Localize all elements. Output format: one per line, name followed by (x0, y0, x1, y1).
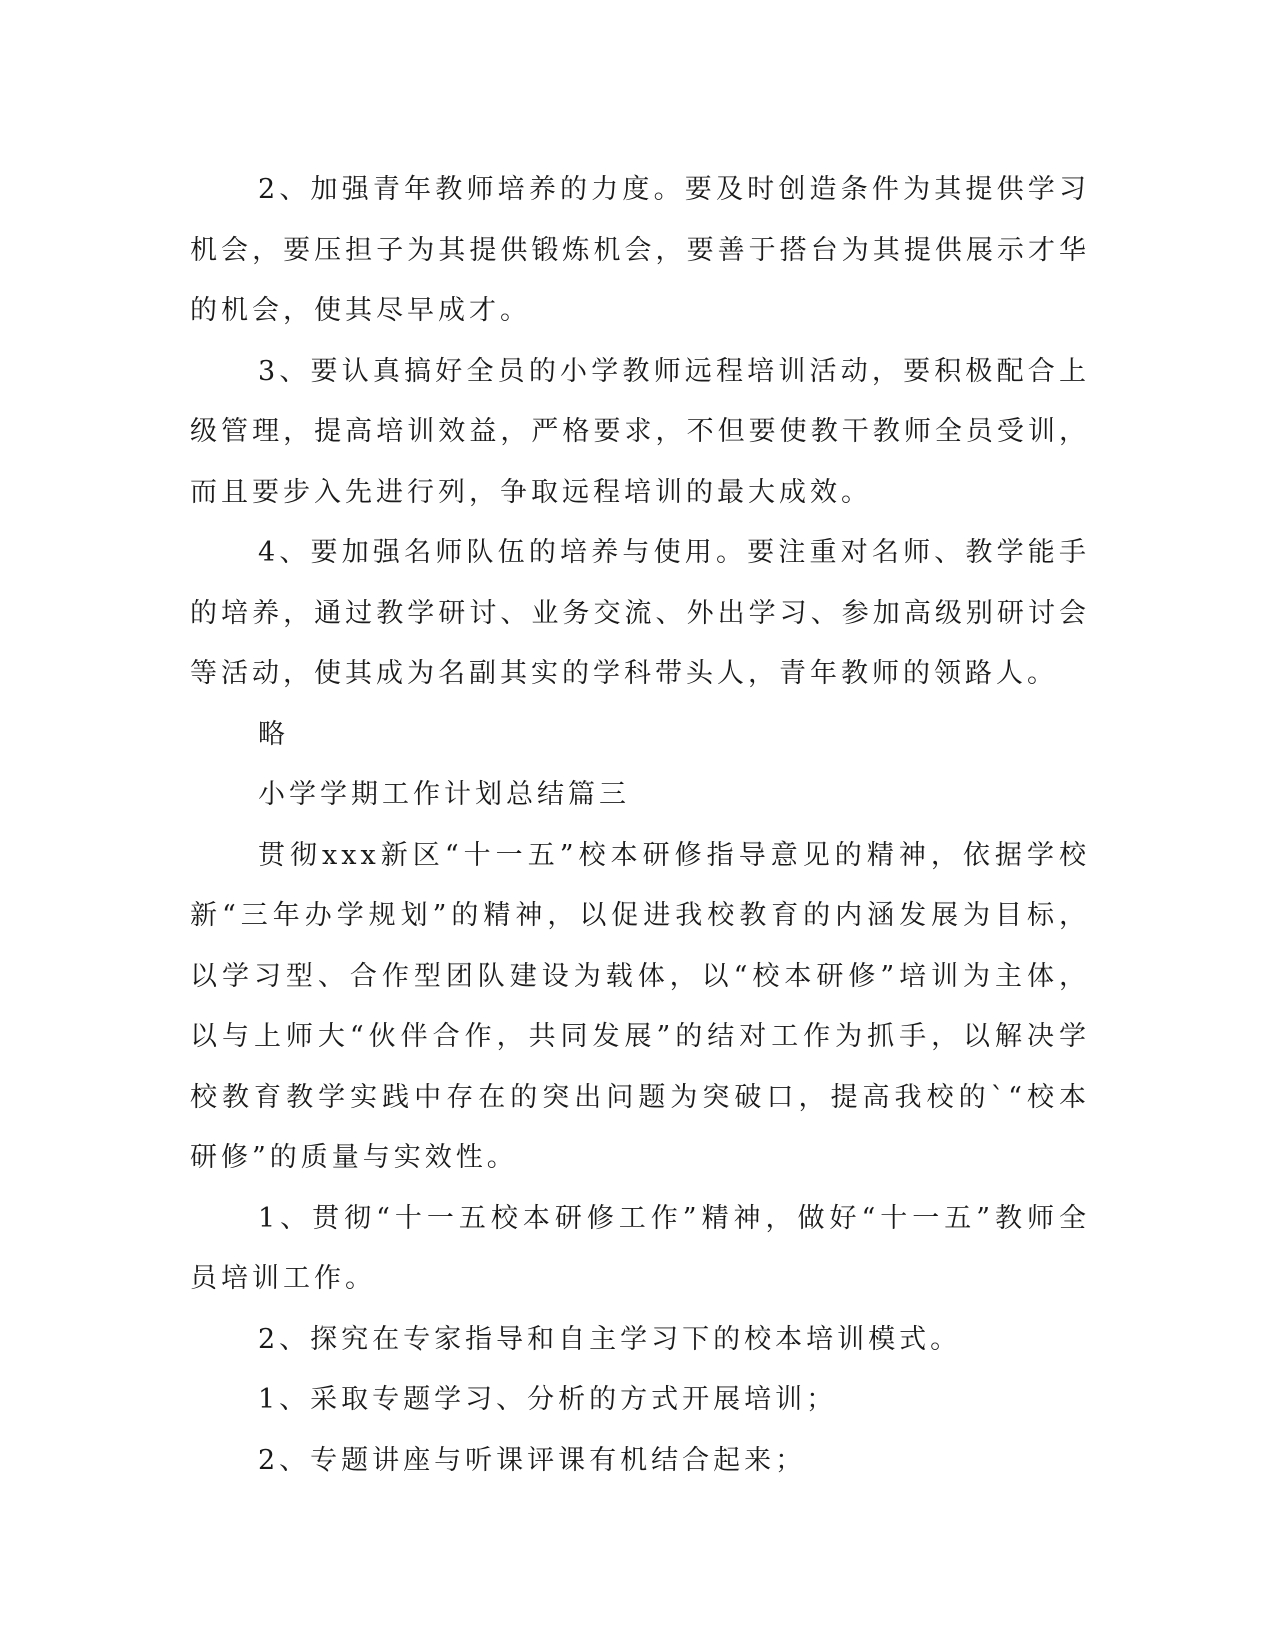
section-heading: 小学学期工作计划总结篇三 (258, 779, 630, 810)
paragraph-guiding-principle: 贯彻xxx新区“十一五”校本研修指导意见的精神，依据学校新“三年办学规划”的精神，以促进我校教育的内涵发展为目标，以学习型、合作型团队建设为载体，以“校本研修”培训为主体，以与上师大“伙伴合作，共同发展”的结对工作为抓手，以解决学校教育教学实践中存在的突出问题为突破口，提高我校的`“校本研修”的质量与实效性。 (190, 839, 1090, 1173)
list-item-measure-1: 1、采取专题学习、分析的方式开展培训； (258, 1384, 838, 1415)
list-item-goal-1: 1、贯彻“十一五校本研修工作”精神，做好“十一五”教师全员培训工作。 (190, 1202, 1090, 1294)
paragraph-young-teacher-training: 2、加强青年教师培养的力度。要及时创造条件为其提供学习机会，要压担子为其提供锻炼机会，要善于搭台为其提供展示才华的机会，使其尽早成才。 (190, 174, 1090, 326)
list-item-goal-2: 2、探究在专家指导和自主学习下的校本培训模式。 (258, 1323, 962, 1355)
list-item-measure-2: 2、专题讲座与听课评课有机结合起来； (258, 1444, 807, 1476)
paragraph-remote-training: 3、要认真搞好全员的小学教师远程培训活动，要积极配合上级管理，提高培训效益，严格要求，不但要使教干教师全员受训，而且要步入先进行列，争取远程培训的最大成效。 (190, 355, 1090, 508)
document-body (190, 160, 1090, 1491)
paragraph-omitted: 略 (258, 718, 289, 750)
paragraph-famous-teachers: 4、要加强名师队伍的培养与使用。要注重对名师、教学能手的培养，通过教学研讨、业务交流、外出学习、参加高级别研讨会等活动，使其成为名副其实的学科带头人，青年教师的领路人。 (190, 537, 1090, 689)
